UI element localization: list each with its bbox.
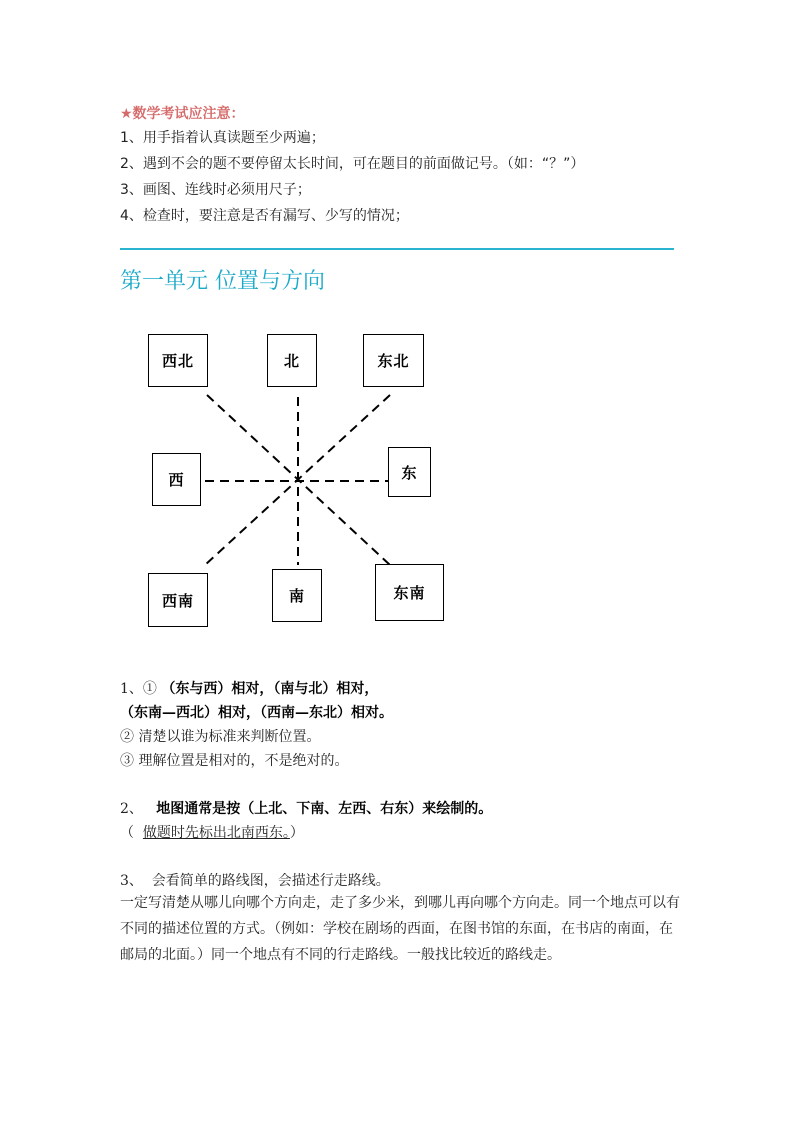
box-east: 东: [388, 447, 431, 497]
section1-line1: 1、① （东与西）相对，（南与北）相对，: [120, 681, 379, 697]
section3-body: 一定写清楚从哪儿向哪个方向走，走了多少米，到哪儿再向哪个方向走。同一个地点可以有不同的描述位置的方式。（例如：学校在剧场的西面，在图书馆的东面，在书店的南面，在邮局的北面。）同一个地点有不同的行走路线。一般找比较近的路线走。: [120, 895, 680, 963]
section2-note: （ 做题时先标出北南西东。）: [120, 825, 304, 841]
box-northwest: 西北: [148, 334, 208, 387]
section2-line1: 2、 地图通常是按（上北、下南、左西、右东）来绘制的。: [120, 801, 493, 817]
box-south: 南: [272, 569, 322, 622]
box-southeast: 东南: [375, 564, 444, 621]
box-southwest: 西南: [148, 573, 208, 627]
tip-item-1: 1、用手指着认真读题至少两遍；: [120, 130, 325, 146]
box-west: 西: [152, 453, 201, 506]
section1-line4: ③ 理解位置是相对的，不是绝对的。: [120, 753, 349, 769]
tip-item-2: 2、遇到不会的题不要停留太长时间，可在题目的前面做记号。（如：“？”）: [120, 156, 585, 172]
section1-line2: （东南—西北）相对，（西南—东北）相对。: [120, 705, 393, 721]
box-north: 北: [267, 334, 317, 387]
box-northeast: 东北: [363, 334, 424, 387]
section3-heading: 3、 会看简单的路线图，会描述行走路线。: [120, 873, 390, 889]
tips-title: ★数学考试应注意：: [120, 106, 245, 122]
unit-title: 第一单元 位置与方向: [120, 269, 325, 294]
tip-item-4: 4、检查时，要注意是否有漏写、少写的情况；: [120, 208, 409, 224]
tip-item-3: 3、画图、连线时必须用尺子；: [120, 182, 311, 198]
section1-line3: ② 清楚以谁为标准来判断位置。: [120, 729, 321, 745]
